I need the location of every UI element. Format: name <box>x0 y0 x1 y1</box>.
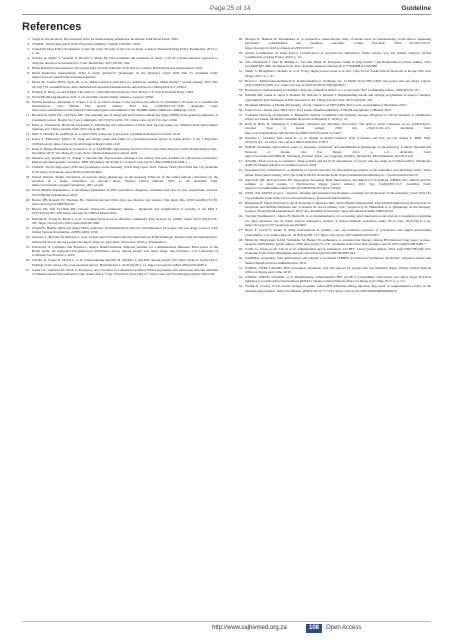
reference-entry <box>22 245 218 258</box>
reference-entry <box>22 123 218 132</box>
reference-entry <box>22 66 218 70</box>
reference-text: Rolly P, Dally K, Wilkinson S. Language, substance use disorders, and policy: The need to reach consensus on an 'Addictionary'. Alcohol Treat Q [serial online]. 2016 Jan 2;34(1):116–123. Available from: http://www.tandfonline.com/doi/full/10.1080/07347324.2016.1113103 <box>245 122 431 135</box>
reference-entry <box>235 191 431 200</box>
reference-entry <box>235 37 431 50</box>
reference-text: ANAMI. 'Don't treat us as outsiders'. Drug policies and the lived experiences of people who use drugs in Southern Africa. Windhoek: AIDS and Rights Alliance for Southern Africa; 2019. <box>245 158 431 168</box>
reference-entry <box>22 56 218 65</box>
reference-number: 22. <box>25 216 30 221</box>
reference-text: Police Force. Arrest rates 2003–2017. Port Louis: Mauritius Ministry of Health and Quality of Health; 2015. <box>245 107 393 112</box>
reference-number: 15. <box>25 146 30 151</box>
reference-number: 14. <box>25 137 30 142</box>
reference-text: Peltz S, Hornsby R, Ledifac B, et al. April 2019 | phase 44. Cape Town: SA Medical Research Council; 2019. <box>32 132 181 137</box>
reference-number: 25. <box>25 244 30 249</box>
reference-entry <box>235 51 431 60</box>
reference-entry <box>235 275 431 284</box>
reference-entry <box>235 159 431 168</box>
reference-number: 45. <box>238 200 243 205</box>
reference-entry <box>235 168 431 177</box>
reference-text: Kline A, Wolkenraft, Harris M, Fernandes L. Identifying the composition of street drug 'nyaope' using two different mass spectrometer methods. Afr J Drug Alcohol Stud. 2015;14(1):49–58. <box>32 122 218 132</box>
reference-text: Buchanan J. Understanding problematic drug use: A medical matter or a social issue? Br J Community Justice. 2006;4(2):87–97. <box>245 88 420 93</box>
reference-text: UNAIDS. Health, rights and drugs: Harm reduction, decriminalization and zero discrimination for people who use drugs. Geneva: Joint United Nations Programme on HIV/AIDS; 2019. <box>32 225 218 235</box>
reference-text: Nyblade L, Stockton MA, Giger K, et al. Stigma in health facilities: Why it matters and how we can change it. BMC Med. 2019;17(1):1–15. https://doi.org/10.1186/s12916-019-1256-2 <box>245 135 431 145</box>
reference-number: 32. <box>238 78 243 83</box>
footer-divider <box>22 621 431 622</box>
reference-text: World Health Organization. Consolidated guidelines on HIV prevention, diagnosis, treatment and care for key populations. Geneva: World Health Organization; 2016. <box>32 188 218 197</box>
reference-text: Harm Reduction International. The global state of harm reduction 2018. 6th ed. London: Harm Reduction International; 2018. <box>32 65 203 70</box>
reference-text: Oladeon AA, Ogunwobi O, Tonegi J, Opondo PR. Psychoactive substance use among first-year students in a Botswana University: Pattern and demographic correlates. BMC Psychiatry. 2018;18(1):1–9. https://doi.org/10.1186/s12888-018-1844-2 <box>32 155 218 165</box>
reference-number: 30. <box>238 60 243 65</box>
reference-number: 36. <box>238 107 243 112</box>
reference-number: 4. <box>27 56 30 61</box>
reference-text: UNODC. World drug report 2019. Executive summary. Vienna: UNODC; 2019. <box>32 42 141 47</box>
reference-entry <box>22 80 218 89</box>
reference-entry <box>235 103 431 107</box>
reference-text: United Nations. Single convention on narcotic drugs [homepage on the Internet]. Final act of the united nations conference for the adoption of a single convention on narcotic drugs. Vienna: United Nations; 1961; p. 44. Available from: https://www.unodc.org/pdf/convention_1961_en.pdf <box>32 174 218 188</box>
page-number-label: Page 25 of 14 <box>210 5 251 12</box>
reference-entry <box>235 108 431 112</box>
reference-text: Hawk M, Coulter RWS, Egan JE, et al. Harm reduction principles for healthcare settings. Harm Reduct J [serial online]. 2017 Dec 24;14(1):70. Available from: http://harmreductionjournal.biomedcentral.com/articles/10.1186/s12954-017-0196-4 <box>32 80 218 89</box>
reference-number: 49. <box>238 246 243 251</box>
reference-entry <box>235 79 431 88</box>
reference-text: Potter E, Plubaonyo Mafiya N. Drug use among youth and adults in a population-based survey in South Africa. S Afr J Psychiatr. 2018;24:a1116. https://doi.org/10.4102/sajpsychiatry.v24i0.1139 <box>32 137 218 146</box>
reference-number: 3. <box>27 47 30 52</box>
reference-text: SAMHSA. Screening, brief intervention and referral to treatment (SBIRT) in behavioral healthcare. Rockville: Substance Abuse and Mental Health Services Administration; 2011. <box>245 256 431 265</box>
footer-page-number: 108 <box>306 624 322 633</box>
reference-number: 46. <box>238 214 243 219</box>
reference-entry <box>22 156 218 165</box>
reference-number: 21. <box>25 207 30 212</box>
reference-number: 48. <box>238 237 243 242</box>
reference-number: 53. <box>238 284 243 289</box>
reference-text: WHO. The ASSIST project – Alcohol, smoking and substance involvement screening test [homepage on the Internet]. [cited 2019 Oct 15]. Available from: https://www.who.int/substance_abuse/activities/assist/en/ <box>245 191 431 200</box>
reference-text: Tezevicz L, Bocchia M, Baltazar C, et al. Urgent need for harm-reduction interventions in Mozambique: Results from the integrated bio-behavioral survey among people who inject drugs. In: IAS 2019. Vancouver; 2019; p. Presentation. <box>32 235 218 244</box>
reference-text: Beyrer PB, Rosnell TC, Bartlein BL. Tuberculosis and illicit drug use: Review and update. Clin Infect Dis. 2009 Jan;48(1):72–82. https://doi.org/10.1086/594126 <box>32 197 218 207</box>
reference-number: 8. <box>27 89 30 94</box>
reference-entry <box>235 256 431 265</box>
reference-text: World Health Organization. ICD-11 for mortality and morbidity statistics. Geneva: WHO. <box>32 94 154 99</box>
reference-text: Hewes PD, Van Zyl-Smit RN. Chronic obstructive pulmonary disease – Diagnosis and classification of severity. S Afr Med J. 2015;105(9):785–788. https://doi.org/10.7196/SAMJnew.8421 <box>32 207 218 216</box>
reference-number: 41. <box>238 158 243 163</box>
reference-number: 38. <box>238 122 243 127</box>
reference-entry <box>22 71 218 80</box>
reference-number: 20. <box>25 197 30 202</box>
reference-number: 18. <box>25 174 30 179</box>
reference-number: 12. <box>25 122 30 127</box>
reference-text: Coffin G, Santos G-M, Chu P, et al. Amphetamine-group substances and HIV. Lancet [serial online]. 2010 Aug;376(9738):458–474. Available from: https://linkinghub.elsevier.com/retrieve/pii/S0140673610607324 <box>245 246 431 256</box>
reference-entry <box>22 268 218 277</box>
reference-number: 28. <box>238 37 243 41</box>
reference-entry <box>22 175 218 188</box>
reference-entry <box>235 228 431 237</box>
reference-text: Van Der Westhuizen C, Myers B, Malan M, et al. Implementation of a screening, brief intervention and referral to treatment programme for risky substance use in South African emergency centres: A mixed methods evaluation study. PLoS One. 2019;14(11):1–10. https://doi.org/10.1371/journal.pone.0224951 <box>245 214 431 228</box>
reference-text: Ndimbii KK, Guise A, Ayon S, Kalama M, McLean S, Rhodes T. Implementing needle and syringe programmes in Kenya: Changes, opportunities and challenges in HIV prevention. Afr J Drug Alcohol Stud. 2015;14(2):95–103. <box>245 93 431 102</box>
reference-entry <box>235 93 431 102</box>
reference-number: 24. <box>25 235 30 240</box>
reference-number: 29. <box>238 50 243 55</box>
reference-number: 1. <box>27 37 30 41</box>
reference-text: Gruenebar KO, Schlenbach I. A substitute to current rationale for life-related precedence in the remainder post-discharge series. Subst Abuse Treat [serial online]. 2013 Jun 4;34(1):58–63. Available from: https://pubmed.ncbi.nlm.nih.gov/.../?term=article/view/79 <box>245 168 431 177</box>
reference-entry <box>235 214 431 227</box>
reference-text: Global Commission on Drug Policy. Classification of psychoactive substances: When science was left behind. Geneva: Global Commission on Drug Policy; 2019; p. 19. <box>245 50 431 60</box>
reference-entry <box>235 145 431 158</box>
reference-entry <box>22 90 218 94</box>
reference-text: Erdberg N. Drug, set and setting: The basis for controlled intoxicant use. New Haven, CT: Yale University Press; 1984. <box>32 89 194 94</box>
reference-text: Agerwala SM, McCance-Katz EF. Integrating Screening, Brief Intervention, and Referral to Treatment (SBIRT) into clinical practice settings: A brief review. J Psychoactive Drugs [serial online]. 2012 Sep 3;44(4):307–317. Available from: https://www.tandfonline.com/doi/full/10.1080/02791072.2012.720169 <box>245 177 431 191</box>
references-heading: References <box>22 21 82 33</box>
reference-number: 39. <box>238 135 243 140</box>
reference-text: INPUD. Statement and position paper on language, inclusivity and discrimination [homepage on the Internet]. London: International Network of People who Use Drugs; 2011; p. 1–6. Available from: http://www.inpud.net/INPUD_Statement_Position_Paper_on_Language_Identity_Inclusivity_Discrimination_Nov2011.pdf <box>245 145 431 158</box>
reference-entry <box>235 284 431 293</box>
reference-number: 40. <box>238 145 243 150</box>
reference-entry <box>235 136 431 145</box>
reference-entry <box>235 266 431 275</box>
open-access-label: Open Access <box>326 625 362 631</box>
reference-entry <box>22 198 218 207</box>
reference-text: Transform Drug Policy Foundation. Count the costs: 50 years of the war on drugs. London: Transform Drug Policy Foundation; 2012; p. 1–16. <box>32 47 218 56</box>
page-header <box>22 5 431 17</box>
reference-entry <box>22 137 218 146</box>
reference-text: Beyrer C, Malinowska-Sempruch K, Kamarulzaman A, Strathdee SA. 12 Myths about HIV/AIDS and people who use drugs. Lancet. 2010;376(9737):208–211. https://doi.org/10.1016/S0140-6736(10)61005-7 <box>245 78 431 88</box>
references-left-column <box>22 37 218 277</box>
reference-entry <box>235 60 431 69</box>
reference-entry <box>22 235 218 244</box>
reference-text: Scheibe A, Shelly S, Versfeld A, Howell S, Marks M. Safe treatment and treatment of safety: Call for a harm-reduction approach to drug-use disorders in South Africa. S Afr Health Rev. 2017;28:197–204. <box>32 56 218 65</box>
reference-number: 7. <box>27 80 30 85</box>
reference-number: 37. <box>238 112 243 117</box>
reference-entry <box>235 122 431 135</box>
reference-entry <box>22 188 218 197</box>
reference-entry <box>235 247 431 256</box>
reference-number: 6. <box>27 70 30 75</box>
journal-url-link[interactable]: http://www.sajhivmed.org.za <box>212 625 287 631</box>
reference-number: 17. <box>25 165 30 170</box>
reference-number: 34. <box>238 93 243 98</box>
reference-number: 51. <box>238 265 243 270</box>
reference-number: 13. <box>25 132 30 137</box>
references-right-column <box>235 37 431 294</box>
reference-number: 43. <box>238 177 243 182</box>
reference-entry <box>235 113 431 122</box>
reference-text: Beyer F, Lynch E, Kaner E. Brief interventions in primary care: An evidence overview of practitioner and digital intervention programmes. Curr Addict Reports. 2018;5(2):265–273. https://doi.org/10.1007/s40429-018-0198-7 <box>245 228 431 237</box>
reference-number: 50. <box>238 256 243 261</box>
reference-entry <box>235 201 431 214</box>
reference-text: Dada S, Harker-Burnhams N, Erasmus J, et al. SACENDU. Monitoring alcohol, tobacco and other drug use trends (South Africa): July–December 2018. Vol. Phase 45. Cape Town: Medical Research Council; 2019. <box>32 146 218 155</box>
reference-entry <box>235 178 431 191</box>
reference-number: 5. <box>27 65 30 70</box>
reference-entry <box>235 69 431 78</box>
reference-text: Scheibe A, Young K, Moses L, et al. Understanding hepatitis B, hepatitis C and HIV among people who inject drugs in South Africa: Findings from a three-city cross-sectional survey. Harm Reduct J. 2019;16(28):1–11. https://doi.org/10.1186/s12954-019-0298-4 <box>32 258 218 267</box>
page-footer <box>22 624 431 634</box>
reference-number: 19. <box>25 188 30 193</box>
reference-text: Durham R, Young B, Burns J, et al. Screening hormon errors affecting community drug services for COPD. Chest. 2019;155(2):279–287. https://doi.org/10.1016/j.chest.2018.08.1049 <box>32 216 218 225</box>
reference-number: 10. <box>25 99 30 104</box>
reference-entry <box>22 207 218 216</box>
reference-number: 33. <box>238 88 243 93</box>
reference-text: Morgan N, Daniels W, Subramaney U. A prospective observational study of heroin users in Johannesburg, South Africa: Assessing psychiatric comorbidities and treatment outcomes. Compr Psychiatr. 2019 Oct;95:152137. https://doi.org/10.1016/j.comppsych.2019.152137 <box>245 37 431 50</box>
reference-number: 42. <box>238 168 243 173</box>
reference-text: Garba GL, Lamorde M, Welch S. Frequency and correlates of comorbid psychiatric illness in patients with heroin use disorder admitted to Stikland Opioid Detoxification Unit, South Africa. S Afr J Psychiatr. 2014;20(3):77. https://doi.org/10.4102/sajpsychiatry.v20i3.540 <box>32 267 218 277</box>
reference-text: Nutbbs Daneil A, Alexander S, Crippa J, et al. A critical review of the psychoactive effects of cannabidiol: 30 years of a translational investigation. Curr Pharm Des [serial online]. 2012 Sep 12;18(32):5131–5140. Available from: http://www.eurekaselect.com/openurl/content.php?genre=article&issn=1381-6128&volume=18&issue=32&spage=5131 <box>32 99 218 113</box>
reference-entry <box>22 95 218 99</box>
reference-entry <box>22 132 218 136</box>
reference-entry <box>22 37 218 41</box>
header-divider <box>22 14 431 15</box>
reference-number: 23. <box>25 225 30 230</box>
reference-number: 26. <box>25 258 30 263</box>
reference-text: Brennan R, Wells JSG, Van Hout MC. The injecting use of image and performance-enhancing drugs (IPED) in the general population: A systematic review. Health Soc Care Community. 2017;25(5):1459–1531. https://doi.org/10.1111/hsc.12326 <box>32 113 218 122</box>
reference-entry <box>22 47 218 56</box>
reference-entry <box>22 147 218 156</box>
reference-entry <box>22 217 218 226</box>
reference-entry <box>22 100 218 113</box>
reference-entry <box>235 238 431 247</box>
reference-text: Siegel R. Intoxication: The universal drive for mind-altering substances. Rochester: Park Street Press; 2005. <box>32 37 179 41</box>
reference-text: Shelly S, Broughton I, Mohale A, et al. Every single person looks at us bad. Cape Town: South African Network of People Who Use Drugs; 2017; p. 1–41. <box>245 69 431 78</box>
reference-number: 9. <box>27 94 30 99</box>
reference-text: Van Amsterdam J, Nutt D, Phillips L, Van den Brink W. European rating of drug harms. J Psychopharmacol [serial online]. 2015 Jun;29(6):655–660. Available from: http://journals.sagepub.com/doi/10.1177/0269881115581980 <box>245 60 431 69</box>
reference-number: 52. <box>238 275 243 280</box>
reference-text: Canadian Network on Hepatitis C Bluesprint Writing Committee and Working Groups. Blueprint to inform hepatitis C elimination efforts in Canada. Montreal: Canadian Network on Hepatitis C; 2019; p. 23. <box>245 112 431 122</box>
reference-text: Wodak A, Cooney A. Do needle syringe programs reduce HIV infection among injecting drug users: A comprehensive review of the international evidence. Subst Use Misuse. 2006;41(6–7):777–813. https://doi.org/10.1080/10826080600669579 <box>245 284 431 293</box>
reference-number: 44. <box>238 191 243 196</box>
reference-number: 16. <box>25 155 30 160</box>
reference-entry <box>22 42 218 46</box>
reference-number: 27. <box>25 267 30 272</box>
reference-text: Humeniuk R, Henry-Edwards S, Ali R, Poznyak V, Monteiro MG. World Health Organization. The ASSIST-linked brief intervention for hazardous and harmful substance use: A manual for use in primary care / prepared by R. Humeniuk et al. [homepage on the Internet]. Geneva: World Health Organization; 2010. Avi. Available from: https://apps.who.int/iris/handle/10665/44321 <box>245 200 431 214</box>
reference-text: UNODC, INPUD, UNAIDS, et al. Implementing comprehensive HIV and HCV programmes with people who inject drugs: Practical guidance for collaborative interventions (IDUIT). Vienna: United Nations Office on Drugs and Crime; 2017; p. 1–171. <box>245 275 431 284</box>
reference-entry <box>22 258 218 267</box>
reference-text: UNODC. World drug report 2019 data [homepage on the Internet]. World drug report 2019. Vienna; 2019 [cited 2019 Sep 10]. Available from: https://wdr.unodc.org/wdr2019/en/index.html <box>32 165 218 174</box>
reference-text: Harm Reduction International. What is harm reduction? [homepage on the Internet]. [cited 2020 Mar 5]. Available from: https://www.hri.global/what-is-harm-reduction <box>32 70 218 80</box>
reference-entry <box>22 226 218 235</box>
reference-text: UNODC, WHO, UNAIDS. HIV prevention, treatment, care and support for people who use stimulant drugs. Vienna: United Nations Office on Drugs and Crime; 2019. <box>245 265 431 274</box>
reference-number: 47. <box>238 228 243 233</box>
reference-entry <box>22 165 218 174</box>
reference-text: Mbita M, Mogwanela RAM, Schneider M, Barkar M. Adherence to antiretroviral therapy among HIV-infected drug users: A meta-analysis. AIDS Behav [serial online]. 2010 Aug;14(4):731–747. Available from: http://link.springer.com/10.1007/s10461-008-9489-7 <box>245 237 431 246</box>
reference-number: 35. <box>238 102 243 107</box>
reference-entry <box>235 88 431 92</box>
reference-number: 11. <box>25 113 30 118</box>
reference-text: Mountain Ministry of Health and Quality of Life. Statistics on HIV/AIDS. Port Louis, Government of Mauritius; 2015. <box>245 102 407 107</box>
reference-number: 2. <box>27 42 30 47</box>
reference-text: University of California San Francisco, Ainsya Health Institute, National Institute for Communication Diseases. Brief report of the Brazil study: An integrated bio-behavioral surveillance survey among people who inject drugs. San Francisco, CA: University of California San Francisco; 2018. <box>32 244 218 258</box>
reference-entry <box>22 113 218 122</box>
reference-number: 31. <box>238 69 243 74</box>
section-label: Guideline <box>401 5 431 12</box>
